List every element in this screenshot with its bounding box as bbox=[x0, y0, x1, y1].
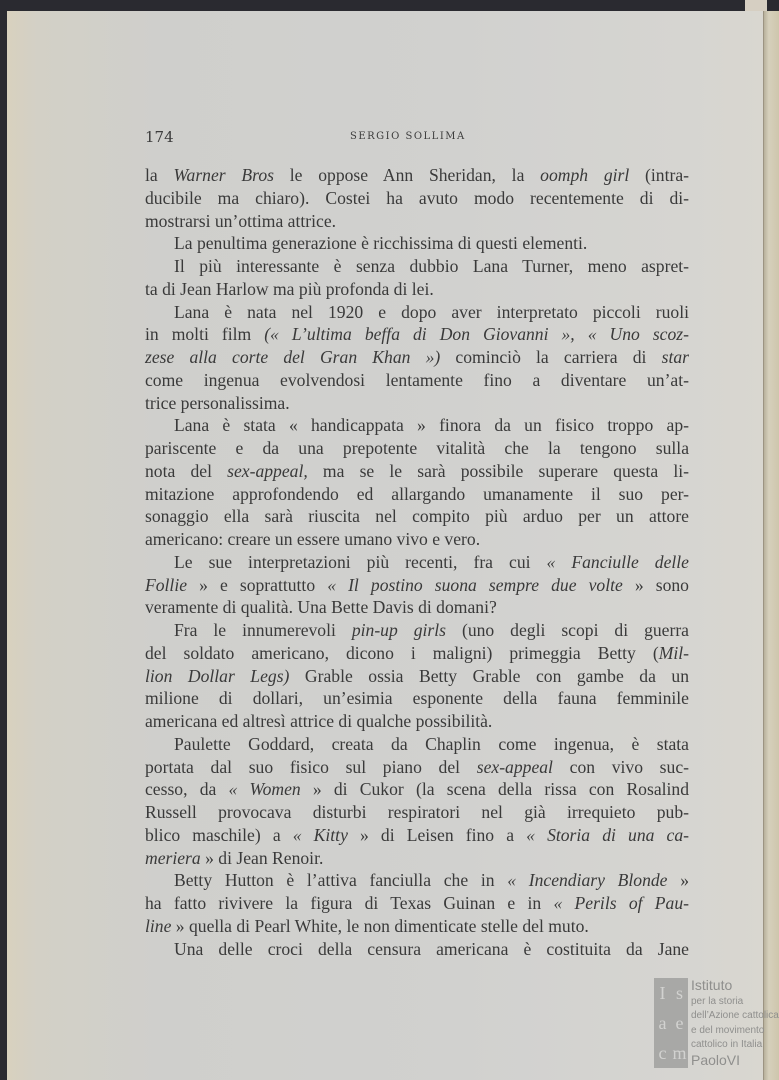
text-run: nota del bbox=[145, 460, 228, 481]
running-head: SERGIO SOLLIMA bbox=[350, 131, 466, 142]
text-run: veramente di qualità. Una Bette Davis di domani? bbox=[145, 597, 497, 618]
text-line bbox=[145, 346, 689, 369]
page-header bbox=[145, 128, 690, 148]
italic-text: sex-appeal bbox=[476, 756, 553, 777]
text-run: » bbox=[667, 870, 690, 891]
text-line bbox=[145, 232, 689, 255]
logo-line: dell’Azione cattolica bbox=[691, 1010, 779, 1022]
italic-text: pin-up girls bbox=[351, 620, 447, 640]
text-run: » di Leisen fino a bbox=[347, 824, 527, 845]
text-run: blico maschile) a bbox=[145, 824, 293, 845]
page-number: 174 bbox=[145, 128, 174, 146]
italic-text: star bbox=[661, 347, 689, 367]
text-run: » quella di Pearl White, le non dimenticate stelle del muto. bbox=[171, 915, 589, 936]
text-line bbox=[145, 915, 689, 938]
text-line bbox=[145, 551, 689, 574]
italic-text: « Incendiary Blonde bbox=[507, 870, 668, 891]
text-line bbox=[145, 278, 689, 301]
text-run: » di Jean Renoir. bbox=[200, 847, 324, 868]
text-run: milione di dollari, un’esimia esponente della fauna femminile bbox=[145, 688, 689, 709]
logo-line: per la storia bbox=[691, 996, 744, 1008]
text-line bbox=[145, 460, 689, 483]
text-run: le oppose Ann Sheridan, la bbox=[273, 165, 541, 185]
body-text bbox=[145, 164, 689, 960]
italic-text: meriera bbox=[145, 847, 201, 868]
text-run: americana ed altresì attrice di qualche possibilità. bbox=[145, 711, 493, 731]
text-run: » di Cukor (la scena della rissa con Rosalind bbox=[300, 779, 689, 800]
logo-letter: m bbox=[672, 1043, 687, 1063]
text-line bbox=[145, 392, 689, 415]
text-run: (uno degli scopi di guerra bbox=[446, 620, 689, 640]
text-line bbox=[145, 437, 689, 460]
text-run: La penultima generazione è ricchissima di questi elementi. bbox=[174, 233, 588, 254]
logo-letter: c bbox=[658, 1043, 667, 1063]
text-run: Russell provocava disturbi respiratori nel già irrequieto pub- bbox=[145, 802, 689, 822]
text-run: mostrarsi un’ottima attrice. bbox=[145, 210, 337, 231]
logo-monogram bbox=[654, 978, 688, 1068]
italic-text: « Fanciulle delle bbox=[546, 551, 689, 572]
text-run: come ingenua evolvendosi lentamente fino a diventare un’at- bbox=[145, 369, 689, 390]
text-line bbox=[145, 642, 689, 665]
text-line bbox=[145, 369, 689, 392]
text-line bbox=[145, 483, 689, 506]
text-run: ha fatto rivivere la figura di Texas Guinan e in bbox=[145, 893, 554, 913]
text-line bbox=[145, 824, 689, 847]
text-run: » sono bbox=[622, 574, 689, 595]
text-line bbox=[145, 187, 689, 210]
text-line bbox=[145, 164, 689, 187]
text-line bbox=[145, 847, 689, 870]
italic-text: « Women bbox=[228, 779, 301, 800]
text-run: ducibile ma chiaro). Costei ha avuto modo recentemente di di- bbox=[145, 187, 689, 208]
text-line bbox=[145, 892, 689, 915]
italic-text: Warner Bros bbox=[173, 165, 274, 185]
text-line bbox=[145, 210, 689, 233]
text-run: trice personalissima. bbox=[145, 392, 290, 413]
text-line bbox=[145, 255, 689, 278]
text-run: portata dal suo fisico sul piano del bbox=[145, 756, 477, 777]
logo-letter: e bbox=[675, 1013, 684, 1033]
italic-text: Mil- bbox=[658, 642, 689, 663]
text-line bbox=[145, 619, 689, 642]
text-line bbox=[145, 733, 689, 756]
logo-line: e del movimento bbox=[691, 1024, 765, 1036]
text-run: americano: creare un essere umano vivo e vero. bbox=[145, 529, 481, 549]
text-run: del soldato americano, dicono i maligni) primeggia Betty ( bbox=[145, 642, 659, 663]
logo-title: Istituto bbox=[691, 977, 733, 993]
italic-text: « Kitty bbox=[292, 824, 348, 845]
text-run: Grable ossia Betty Grable con gambe da un bbox=[289, 665, 689, 686]
text-run: Lana è stata « handicappata » finora da un fisico troppo ap- bbox=[174, 415, 689, 436]
text-run: sonaggio ella sarà riuscita nel compito più arduo per un attore bbox=[145, 506, 689, 527]
text-run: ma se le sarà possibile superare questa li- bbox=[307, 460, 689, 481]
text-line bbox=[145, 323, 689, 346]
text-run: cesso, da bbox=[145, 779, 229, 800]
text-run: ta di Jean Harlow ma più profonda di lei. bbox=[145, 278, 434, 299]
text-line bbox=[145, 801, 689, 824]
italic-text: (« L’ultima beffa di Don Giovanni », « Uno scoz- bbox=[264, 324, 689, 345]
text-run: Una delle croci della censura americana è costituita da Jane bbox=[174, 938, 689, 959]
text-line bbox=[145, 414, 689, 437]
logo-letter: a bbox=[658, 1013, 667, 1033]
text-line bbox=[145, 938, 689, 961]
italic-text: sex-appeal, bbox=[227, 460, 308, 481]
text-run: mitazione approfondendo ed allargando umanamente il suo per- bbox=[145, 483, 689, 504]
text-run: pariscente e da una prepotente vitalità che la tengono sulla bbox=[145, 438, 689, 458]
text-line bbox=[145, 756, 689, 779]
italic-text: Follie bbox=[145, 574, 188, 595]
text-line bbox=[145, 687, 689, 710]
text-run: cominciò la carriera di bbox=[440, 347, 662, 367]
watermark-logo bbox=[654, 978, 779, 1068]
text-run: con vivo suc- bbox=[552, 756, 689, 777]
text-run: » e soprattutto bbox=[187, 574, 328, 595]
text-run: Il più interessante è senza dubbio Lana Turner, meno aspret- bbox=[174, 256, 689, 276]
logo-text-block bbox=[691, 978, 779, 1068]
logo-letter: s bbox=[675, 983, 683, 1003]
text-run: Paulette Goddard, creata da Chaplin come ingenua, è stata bbox=[174, 733, 689, 754]
text-run: Le sue interpretazioni più recenti, fra cui bbox=[174, 551, 547, 572]
italic-text: lion Dollar Legs) bbox=[145, 665, 290, 686]
text-line bbox=[145, 574, 689, 597]
text-line bbox=[145, 301, 689, 324]
logo-letter: I bbox=[659, 983, 666, 1003]
text-line bbox=[145, 596, 689, 619]
italic-text: line bbox=[145, 915, 172, 936]
italic-text: « Perils of Pau- bbox=[553, 893, 689, 913]
text-run: (intra- bbox=[629, 165, 689, 185]
logo-line: cattolico in Italia bbox=[691, 1038, 763, 1050]
italic-text: « Storia di una ca- bbox=[526, 824, 689, 845]
italic-text: oomph girl bbox=[540, 165, 630, 185]
text-run: Betty Hutton è l’attiva fanciulla che in bbox=[174, 870, 508, 891]
logo-subtitle: PaoloVI bbox=[691, 1051, 741, 1068]
italic-text: « Il postino suona sempre due volte bbox=[327, 574, 623, 595]
text-line bbox=[145, 778, 689, 801]
text-run: Fra le innumerevoli bbox=[174, 620, 352, 640]
page-edge bbox=[763, 11, 779, 1080]
text-run: la bbox=[145, 165, 174, 185]
text-line bbox=[145, 528, 689, 551]
text-run: Lana è nata nel 1920 e dopo aver interpretato piccoli ruoli bbox=[174, 301, 689, 322]
text-line bbox=[145, 710, 689, 733]
text-line bbox=[145, 665, 689, 688]
text-run: in molti film bbox=[145, 324, 265, 345]
italic-text: zese alla corte del Gran Khan ») bbox=[145, 347, 441, 367]
text-line bbox=[145, 505, 689, 528]
text-line bbox=[145, 869, 689, 892]
